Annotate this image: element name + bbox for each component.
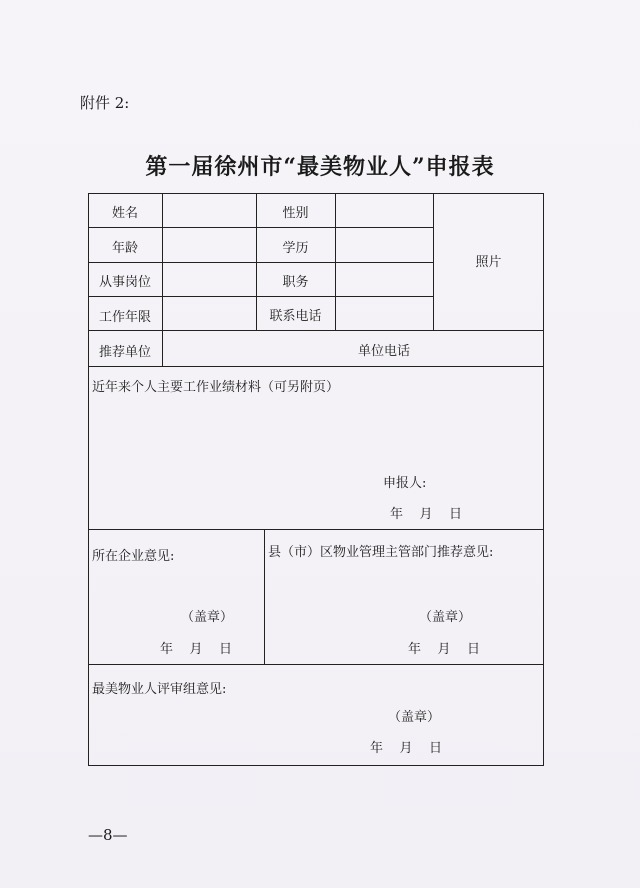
unit-phone-label: 单位电话 — [358, 344, 411, 359]
enterprise-opinion-label: 所在企业意见: — [92, 549, 175, 564]
enterprise-seal: （盖章） — [181, 610, 234, 625]
enterprise-date: 年 月 日 — [160, 642, 233, 657]
attachment-label: 附件 2: — [80, 94, 130, 112]
col-line — [162, 193, 163, 366]
district-date: 年 月 日 — [408, 642, 481, 657]
applicant-date: 年 月 日 — [390, 507, 463, 522]
position-label: 从事岗位 — [98, 275, 151, 290]
name-label: 姓名 — [111, 206, 138, 221]
row-line — [88, 296, 433, 297]
education-label: 学历 — [282, 241, 309, 256]
row-line — [88, 330, 544, 331]
row-line — [88, 366, 544, 367]
page-title: 第一届徐州市“最美物业人”申报表 — [145, 154, 495, 180]
photo-label: 照片 — [475, 255, 502, 270]
gender-label: 性别 — [282, 206, 309, 221]
district-seal: （盖章） — [419, 610, 472, 625]
materials-label: 近年来个人主要工作业绩材料（可另附页） — [92, 380, 340, 395]
jury-seal: （盖章） — [388, 710, 441, 725]
district-opinion-label: 县（市）区物业管理主管部门推荐意见: — [268, 545, 494, 560]
phone-label: 联系电话 — [269, 309, 322, 324]
row-line — [88, 529, 544, 530]
duty-label: 职务 — [282, 275, 309, 290]
page-number: —8— — [88, 826, 128, 844]
jury-opinion-label: 最美物业人评审组意见: — [92, 682, 227, 697]
col-line — [264, 529, 265, 664]
age-label: 年龄 — [111, 241, 138, 256]
years-label: 工作年限 — [98, 310, 151, 325]
jury-date: 年 月 日 — [370, 741, 443, 756]
applicant-label: 申报人: — [383, 476, 427, 491]
col-line — [335, 193, 336, 330]
row-line — [88, 664, 544, 665]
recommender-label: 推荐单位 — [98, 345, 151, 360]
row-line — [88, 227, 433, 228]
row-line — [88, 262, 433, 263]
